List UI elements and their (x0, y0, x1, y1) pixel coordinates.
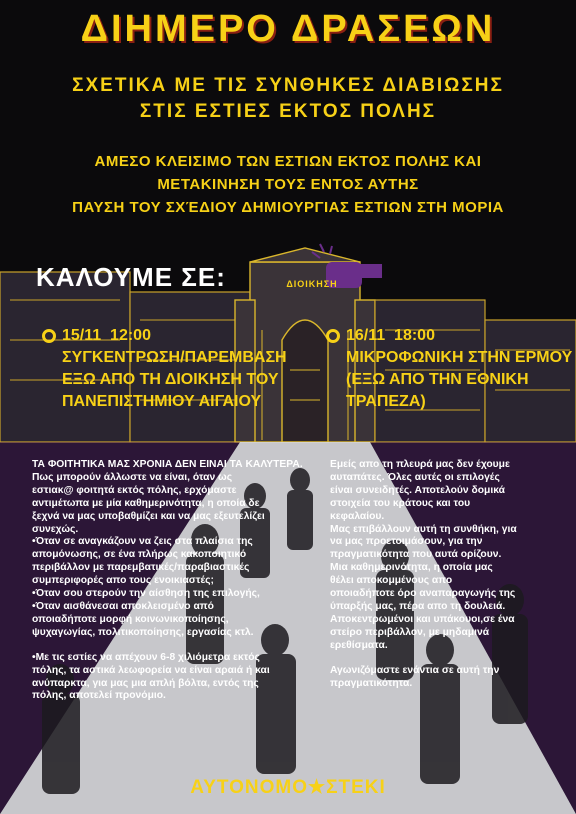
footer-signature (0, 776, 576, 799)
text-line: κεφαλαίου. (330, 510, 385, 522)
text-line: στείρο περιβάλλον, με μηδαμινά (330, 626, 490, 638)
event-2 (346, 325, 572, 413)
text-line: ανύπαρκτα, για μας μια απλή βόλτα, εντός της (32, 677, 259, 689)
text-line: περιβάλλον με παρεμβατικές/παραβιαστικές (32, 562, 250, 574)
text-line: πόλης, τα αστικά λεωφορεία να είναι αραιά ή και (32, 664, 270, 676)
text-line: εστιακ@ φοιτητά εκτός πόλης, ερχόμαστε (32, 484, 237, 496)
event-line: (ΕΞΩ ΑΠΟ ΤΗΝ ΕΘΝΙΚΗ (346, 371, 529, 388)
text-line: •Με τις εστίες να απέχουν 6-8 χιλιόμετρα εκτός (32, 651, 260, 663)
text-line: Αγωνιζόμαστε ενάντια σε αυτή την (330, 664, 500, 676)
text-line: Μια καθημερινότητα, η οποία μας (330, 562, 493, 574)
text-line: απομόνωσης, σε ένα πλήρως κακοποιητικό (32, 549, 247, 561)
text-line: πραγματικότητα. (330, 677, 413, 689)
bullet-circle-icon (42, 329, 56, 343)
footer-left: ΑΥΤΟΝΟΜΟ (190, 777, 309, 798)
star-icon: ★ (308, 777, 327, 798)
event-line: ΜΙΚΡΟΦΩΝΙΚΗ ΣΤΗΝ ΕΡΜΟΥ (346, 349, 573, 366)
text-line: οποιαδήποτε όρο αναπαραγωγής της (330, 588, 516, 600)
subtitle-line: ΣΧΕΤΙΚΑ ΜΕ ΤΙΣ ΣΥΝΘΗΚΕΣ ΔΙΑΒΙΩΣΗΣ (72, 75, 504, 96)
text-line: αντιμέτωπα με μία καθημερινότητα, η οποία δε (32, 497, 260, 509)
event-line: ΠΑΝΕΠΙΣΤΗΜΙΟΥ ΑΙΓΑΙΟΥ (62, 393, 262, 410)
text-line: συνεχώς. (32, 523, 79, 535)
event-line: ΕΞΩ ΑΠΟ ΤΗ ΔΙΟΙΚΗΣΗ ΤΟΥ (62, 371, 279, 388)
bullet-circle-icon (326, 329, 340, 343)
text-line: ερεθίσματα. (330, 639, 388, 651)
text-line: •Όταν σου στερούν την αίσθηση της επιλογής, (32, 588, 260, 600)
event-line: ΣΥΓΚΕΝΤΡΩΣΗ/ΠΑΡΕΜΒΑΣΗ (62, 349, 287, 366)
left-text-column (32, 459, 310, 703)
right-text-column (330, 459, 550, 690)
event-datetime: 15/11 12:00 (62, 327, 151, 344)
text-line: είναι συνειδητές. Αποτελούν δομικά (330, 484, 505, 496)
demand-line: ΠΑΥΣΗ ΤΟΥ ΣΧΈΔΙΟΥ ΔΗΜΙΟΥΡΓΙΑΣ ΕΣΤΙΩΝ ΣΤΗ ΜΟΡΙΑ (72, 199, 504, 216)
text-line: ΤΑ ΦΟΙΤΗΤΙΚΑ ΜΑΣ ΧΡΟΝΙΑ ΔΕΝ ΕΙΝΑΙ ΤΑ ΚΑΛΥΤΕΡΑ. (32, 459, 303, 470)
text-line: πόλης, αποτελεί προνόμιο. (32, 690, 166, 702)
text-line: συμπεριφορές απο τους ενοικιαστές; (32, 575, 214, 587)
demand-line: ΑΜΕΣΟ ΚΛΕΙΣΙΜΟ ΤΩΝ ΕΣΤΙΩΝ ΕΚΤΟΣ ΠΟΛΗΣ ΚΑΙ (94, 153, 482, 170)
text-line: στοιχεία του κράτους και του (330, 497, 471, 509)
building-sign (272, 270, 352, 294)
subtitle-line: ΣΤΙΣ ΕΣΤΙΕΣ ΕΚΤΟΣ ΠΟΛΗΣ (139, 101, 437, 122)
text-line: οποιαδήποτε μορφή κοινωνικοποίησης, (32, 613, 229, 625)
demands (0, 150, 576, 219)
demand-line: ΜΕΤΑΚΙΝΗΣΗ ΤΟΥΣ ΕΝΤΟΣ ΑΥΤΗΣ (157, 176, 419, 193)
text-line: ψυχαγωγίας, πολιτικοποίησης, εργασίας κτλ. (32, 626, 254, 638)
text-line: •Όταν αισθάνεσαι αποκλεισμένο από (32, 600, 214, 612)
text-line: αυταπάτες. Όλες αυτές οι επιλογές (330, 471, 500, 483)
text-line: Εμείς απο τη πλευρά μας δεν έχουμε (330, 459, 510, 470)
text-line: Αποκεντρωμένοι και υπάκουοι,σε ένα (330, 613, 515, 625)
text-line: πραγματικότητα που αυτά ορίζουν. (330, 549, 502, 561)
event-1 (62, 325, 287, 413)
subtitle (0, 73, 576, 125)
text-line: •Όταν σε αναγκάζουν να ζεις στα πλαίσια της (32, 536, 253, 548)
poster-title: ΔΙΗΜΕΡΟ ΔΡΑΣΕΩΝ (80, 8, 496, 50)
call-heading: ΚΑΛΟΥΜΕ ΣΕ: (36, 262, 226, 292)
text-line: ύπαρξής μας, πέρα απο τη δουλειά. (330, 600, 506, 612)
event-line: ΤΡΑΠΕΖΑ) (346, 393, 426, 410)
text-line: ξεχνά να μας υποβαθμίζει και να μας εξευτελίζει (32, 510, 265, 522)
event-datetime: 16/11 18:00 (346, 327, 435, 344)
text-line: θέλει αποκομμένους απο (330, 575, 453, 587)
text-line: Μας επιβάλλουν αυτή τη συνθήκη, για (330, 523, 517, 535)
building-sign-text: ΔΙΟΙΚΗΣΗ (286, 279, 338, 289)
text-line: να μας προετοιμάσουν, για την (330, 536, 483, 548)
footer-right: ΣΤΕΚΙ (326, 777, 386, 798)
text-line: Πως μπορούν άλλωστε να είναι, όταν ως (32, 471, 233, 483)
